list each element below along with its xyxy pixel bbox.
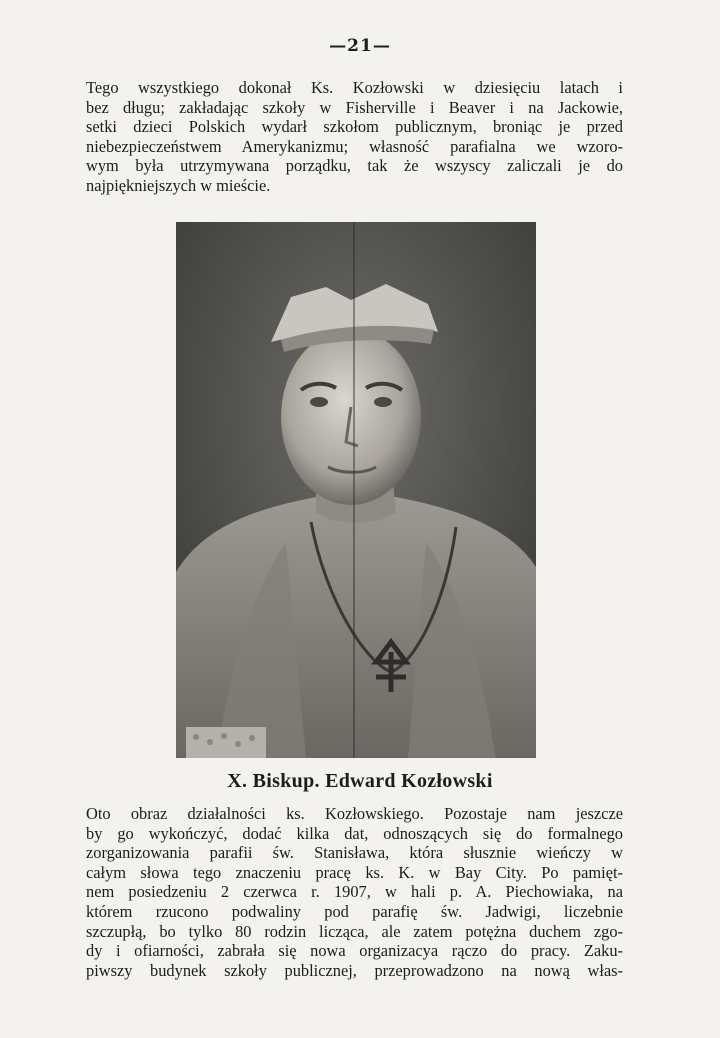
paragraph-bottom [86, 804, 623, 980]
text-line: piwszy budynek szkoły publicznej, przeprowadzono na nową włas- [86, 960, 623, 980]
text-line: niebezpieczeństwem Amerykanizmu; własność parafialna we wzoro- [86, 136, 623, 156]
text-line: szczupłą, bo tylko 80 rodzin licząca, ale zatem potężna duchem zgo- [86, 921, 623, 941]
text-line: nem posiedzeniu 2 czerwca r. 1907, w hali p. A. Piechowiaka, na [86, 882, 623, 902]
page-number: —21— [329, 36, 391, 56]
text-line: zorganizowania parafii św. Stanisława, która słusznie wieńczy w [86, 843, 623, 863]
text-line: bez długu; zakładając szkoły w Fisherville i Beaver i na Jackowie, [86, 97, 623, 117]
text-line: całym słowa tego znaczeniu pracę ks. K. w Bay City. Po pamięt- [86, 862, 623, 882]
text-line: którem rzucono podwaliny pod parafię św. Jadwigi, liczebnie [86, 901, 623, 921]
text-line: wym była utrzymywana porządku, tak że wszyscy zaliczali je do [86, 156, 623, 176]
text-line: by go wykończyć, dodać kilka dat, odnoszących się do formalnego [86, 823, 623, 843]
paragraph-top [86, 78, 623, 196]
text-line: Oto obraz działalności ks. Kozłowskiego. Pozostaje nam jeszcze [86, 804, 623, 823]
text-line: najpiękniejszych w mieście. [86, 175, 271, 195]
text-line: Tego wszystkiego dokonał Ks. Kozłowski w dziesięciu latach i [86, 78, 623, 97]
portrait-caption: X. Biskup. Edward Kozłowski [227, 770, 493, 792]
portrait-photo [176, 222, 536, 758]
text-line: setki dzieci Polskich wydarł szkołom publicznym, broniąc je przed [86, 117, 623, 137]
text-line: dy i ofiarności, zabrała się nowa organizacya rączo do pracy. Zaku- [86, 941, 623, 961]
